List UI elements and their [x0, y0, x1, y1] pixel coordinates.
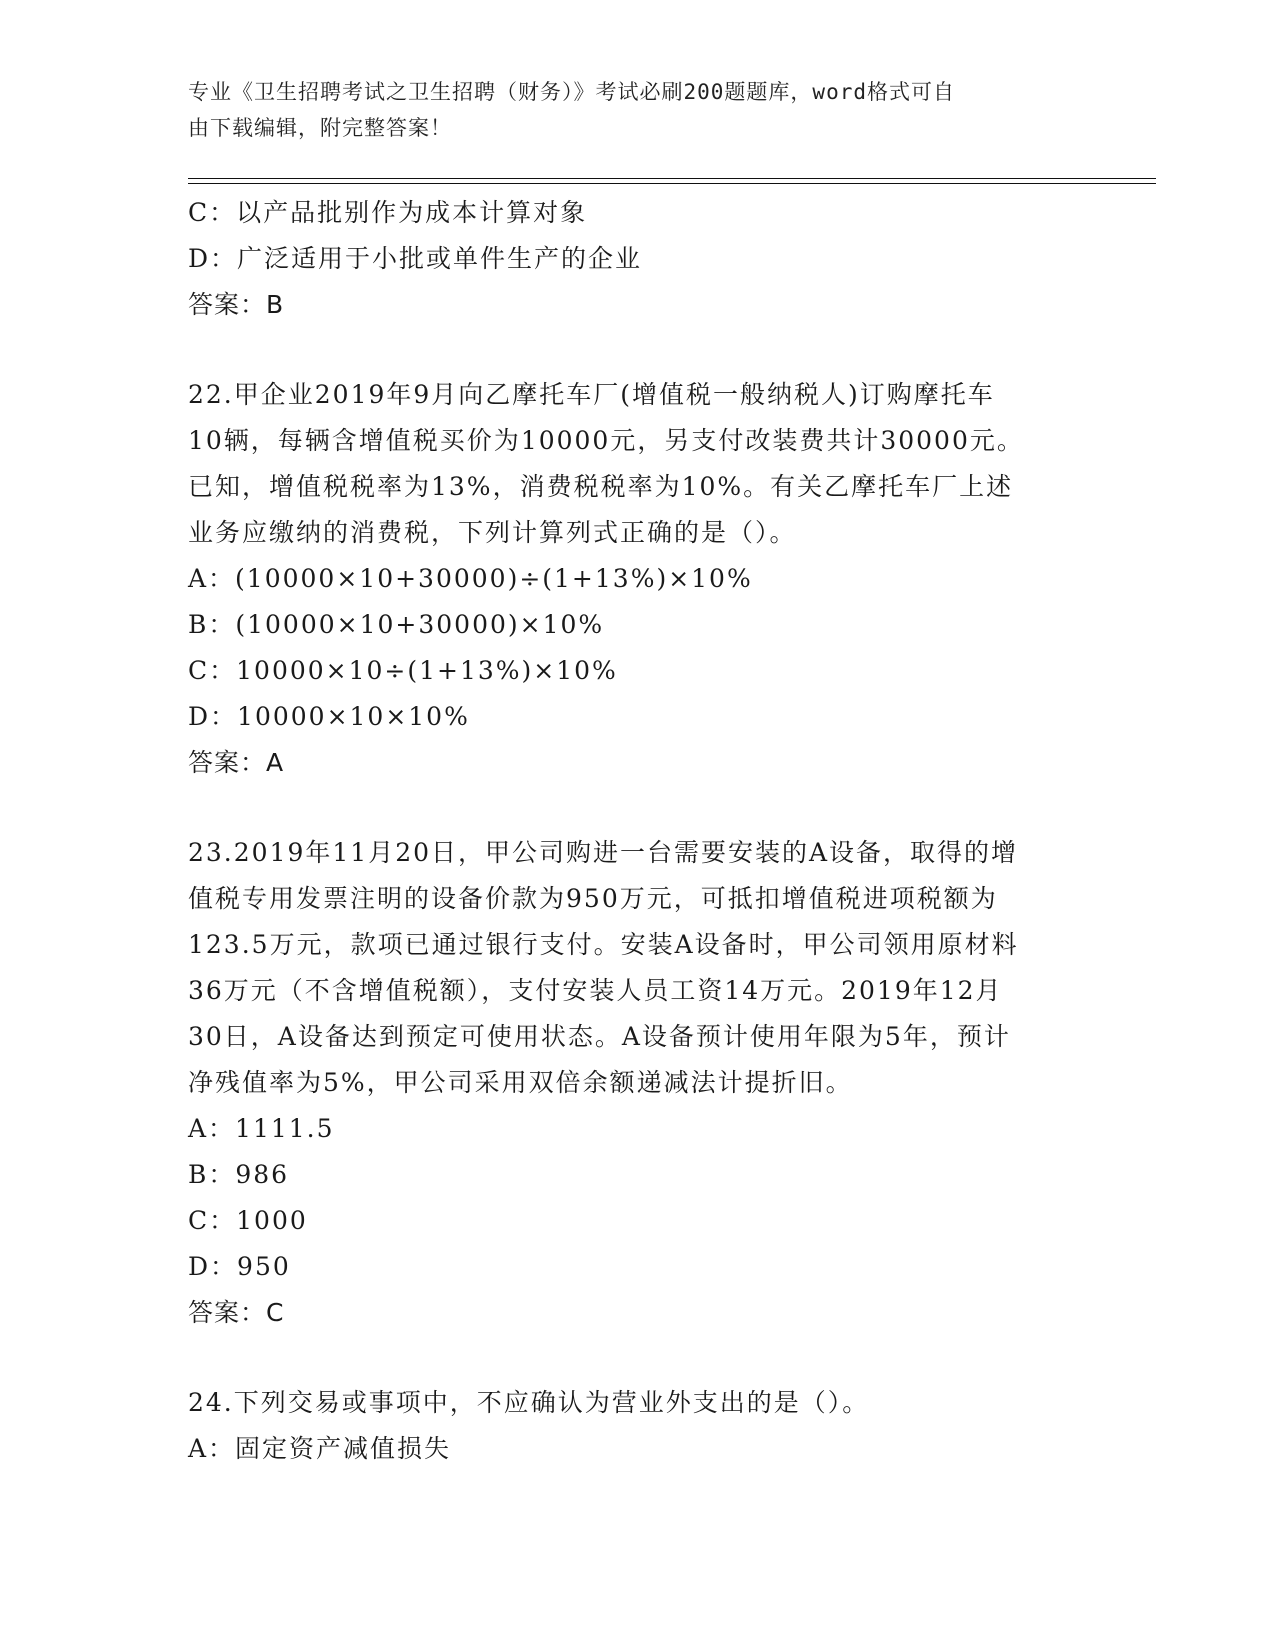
option-a: A：(10000×10+30000)÷(1+13%)×10%	[188, 564, 753, 593]
question-stem-line: 值税专用发票注明的设备价款为950万元，可抵扣增值税进项税额为	[188, 884, 998, 913]
question-23	[188, 830, 1088, 1336]
question-stem-line: 36万元（不含增值税额），支付安装人员工资14万元。2019年12月	[188, 976, 1003, 1005]
question-stem-line: 24.下列交易或事项中，不应确认为营业外支出的是（）。	[188, 1388, 870, 1417]
spacer	[188, 328, 1088, 372]
question-stem-line: 业务应缴纳的消费税，下列计算列式正确的是（）。	[188, 518, 797, 547]
option-d: D：950	[188, 1252, 291, 1281]
question-stem-line: 23.2019年11月20日，甲公司购进一台需要安装的A设备，取得的增	[188, 838, 1019, 867]
option-b: B：(10000×10+30000)×10%	[188, 610, 605, 639]
header-divider-bottom	[188, 183, 1156, 184]
answer-line: 答案：C	[188, 1298, 285, 1327]
option-c: C：10000×10÷(1+13%)×10%	[188, 656, 618, 685]
header-divider-top	[188, 178, 1156, 179]
option-a: A：1111.5	[188, 1114, 335, 1143]
question-stem-line: 净残值率为5%，甲公司采用双倍余额递减法计提折旧。	[188, 1068, 853, 1097]
question-21-tail	[188, 190, 1088, 328]
question-stem-line: 30日，A设备达到预定可使用状态。A设备预计使用年限为5年，预计	[188, 1022, 1011, 1051]
header-line-2: 由下载编辑，附完整答案！	[188, 116, 452, 140]
question-22	[188, 372, 1088, 786]
option-c: C：以产品批别作为成本计算对象	[188, 198, 588, 227]
question-stem-line: 22.甲企业2019年9月向乙摩托车厂(增值税一般纳税人)订购摩托车	[188, 380, 995, 409]
option-d: D：10000×10×10%	[188, 702, 470, 731]
spacer	[188, 1336, 1088, 1380]
question-stem-line: 已知，增值税税率为13%，消费税税率为10%。有关乙摩托车厂上述	[188, 472, 1014, 501]
answer-line: 答案：B	[188, 290, 285, 319]
question-stem-line: 10辆，每辆含增值税买价为10000元，另支付改装费共计30000元。	[188, 426, 1024, 455]
answer-line: 答案：A	[188, 748, 285, 777]
option-c: C：1000	[188, 1206, 308, 1235]
question-24	[188, 1380, 1088, 1472]
question-stem-line: 123.5万元，款项已通过银行支付。安装A设备时，甲公司领用原材料	[188, 930, 1019, 959]
option-b: B：986	[188, 1160, 290, 1189]
option-d: D：广泛适用于小批或单件生产的企业	[188, 244, 643, 273]
header-line-1: 专业《卫生招聘考试之卫生招聘（财务）》考试必刷200题题库，word格式可自	[188, 80, 955, 104]
option-a: A：固定资产减值损失	[188, 1434, 452, 1463]
document-body	[188, 190, 1088, 1472]
spacer	[188, 786, 1088, 830]
document-header	[188, 74, 1078, 146]
